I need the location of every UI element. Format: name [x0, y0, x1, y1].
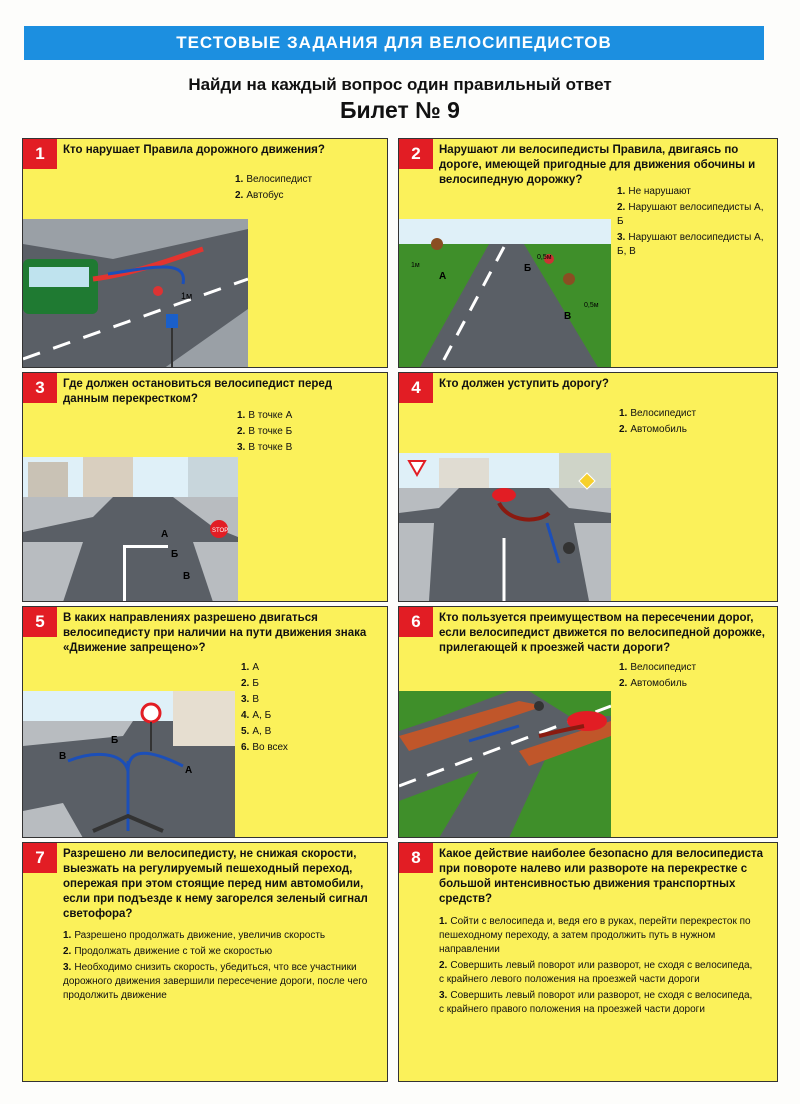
- answer-option[interactable]: 1. А: [241, 662, 260, 673]
- road-scene-illustration: [399, 219, 611, 368]
- stop-sign-text: STOP: [212, 528, 229, 534]
- answer-option[interactable]: 2. Нарушают велосипедисты А, Б: [617, 202, 764, 227]
- road-scene-illustration: [399, 691, 611, 838]
- question-card-5: [22, 606, 388, 838]
- answer-option[interactable]: 1. Велосипедист: [235, 174, 313, 185]
- direction-label-v: В: [59, 751, 67, 762]
- answer-option[interactable]: 2. Автобус: [235, 190, 284, 201]
- answer-list: [619, 407, 769, 439]
- question-card-4: [398, 372, 778, 602]
- point-label-v: В: [183, 571, 191, 582]
- question-card-1: [22, 138, 388, 368]
- road-scene-illustration: [399, 453, 611, 601]
- answer-option[interactable]: 1. Разрешено продолжать движение, увеличив скорость: [63, 930, 326, 941]
- point-label-a: А: [161, 529, 169, 540]
- answer-list: [241, 661, 381, 757]
- answer-list: [439, 915, 759, 1019]
- instructions: Найди на каждый вопрос один правильный ответ: [188, 75, 612, 94]
- answer-option[interactable]: 3. В: [241, 694, 260, 705]
- question-text: Кто нарушает Правила дорожного движения?: [63, 144, 325, 156]
- question-number: 7: [23, 843, 57, 873]
- answer-option[interactable]: 2. Автомобиль: [619, 678, 687, 689]
- question-text: Кто должен уступить дорогу?: [439, 378, 609, 390]
- question-card-8: [398, 842, 778, 1082]
- direction-label-a: А: [185, 765, 193, 776]
- answer-option[interactable]: 2. В точке Б: [237, 426, 293, 437]
- answer-option[interactable]: 6. Во всех: [241, 742, 288, 753]
- distance-label: 1м: [411, 262, 420, 269]
- distance-label: 0,5м: [584, 302, 599, 309]
- question-card-6: [398, 606, 778, 838]
- question-number: 2: [399, 139, 433, 169]
- answer-option[interactable]: 3. Совершить левый поворот или разворот, не сходя с велосипеда, с крайнего правого положения на проезжей части дороги: [439, 990, 753, 1015]
- road-scene-illustration: [23, 219, 248, 368]
- answer-list: [235, 173, 385, 205]
- answer-list: [617, 185, 772, 261]
- answer-list: [619, 661, 769, 693]
- answer-option[interactable]: 1. Велосипедист: [619, 408, 697, 419]
- cyclist-label-v: В: [564, 311, 572, 322]
- question-card-2: [398, 138, 778, 368]
- cyclist-label-a: А: [439, 271, 447, 282]
- road-scene-illustration: [23, 691, 235, 838]
- question-text: Нарушают ли велосипедисты Правила, двигаясь по дороге, имеющей пригодные для движения обочины и велосипедную дорожку?: [439, 144, 756, 186]
- direction-label-b: Б: [111, 735, 119, 746]
- question-number: 1: [23, 139, 57, 169]
- question-text: В каких направлениях разрешено двигаться велосипедисту при наличии на пути движения знака «Движение запрещено»?: [63, 612, 367, 654]
- road-scene-illustration: [23, 457, 238, 602]
- question-card-7: [22, 842, 388, 1082]
- answer-option[interactable]: 2. Б: [241, 678, 259, 689]
- cyclist-label-b: Б: [524, 263, 532, 274]
- answer-option[interactable]: 1. Сойти с велосипеда и, ведя его в руках, перейти перекресток по пешеходному переходу, а затем продолжить путь в нужном направлении: [439, 916, 751, 955]
- question-card-3: [22, 372, 388, 602]
- answer-option[interactable]: 2. Совершить левый поворот или разворот, не сходя с велосипеда, с крайнего левого положения на проезжей части дороги: [439, 960, 753, 985]
- answer-option[interactable]: 1. Велосипедист: [619, 662, 697, 673]
- question-text: Какое действие наиболее безопасно для велосипедиста при повороте налево или развороте на перекрестке с большой интенсивностью движения транспортных средств?: [439, 848, 763, 905]
- question-text: Кто пользуется преимуществом на пересечении дорог, если велосипедист движется по велосипедной дорожке, прилегающей к проезжей части дороги?: [439, 612, 765, 654]
- answer-list: [237, 409, 382, 457]
- answer-option[interactable]: 5. А, В: [241, 726, 272, 737]
- title-banner: ТЕСТОВЫЕ ЗАДАНИЯ ДЛЯ ВЕЛОСИПЕДИСТОВ: [24, 26, 764, 60]
- question-text: Где должен остановиться велосипедист перед данным перекрестком?: [63, 378, 333, 405]
- question-text: Разрешено ли велосипедисту, не снижая скорости, выезжать на регулируемый пешеходный переход, опережая при этом стоящие перед ним автомобили, если при подъезде к нему загорелся зеленый сигнал светофора?: [63, 848, 368, 920]
- question-number: 4: [399, 373, 433, 403]
- answer-option[interactable]: 2. Автомобиль: [619, 424, 687, 435]
- answer-option[interactable]: 2. Продолжать движение с той же скоростью: [63, 946, 273, 957]
- answer-option[interactable]: 4. А, Б: [241, 710, 272, 721]
- answer-option[interactable]: 3. Необходимо снизить скорость, убедиться, что все участники дорожного движения завершили пересечение дороги, после чего продолжить движение: [63, 962, 368, 1001]
- question-number: 5: [23, 607, 57, 637]
- point-label-b: Б: [171, 549, 179, 560]
- distance-label: 1м: [181, 291, 193, 301]
- question-number: 6: [399, 607, 433, 637]
- ticket-title: Билет № 9: [340, 97, 460, 123]
- distance-label: 0,5м: [537, 254, 552, 261]
- answer-option[interactable]: 3. Нарушают велосипедисты А, Б, В: [617, 232, 764, 257]
- answer-option[interactable]: 1. В точке А: [237, 410, 293, 421]
- answer-list: [63, 929, 373, 1005]
- answer-option[interactable]: 1. Не нарушают: [617, 186, 691, 197]
- answer-option[interactable]: 3. В точке В: [237, 442, 293, 453]
- question-number: 3: [23, 373, 57, 403]
- question-number: 8: [399, 843, 433, 873]
